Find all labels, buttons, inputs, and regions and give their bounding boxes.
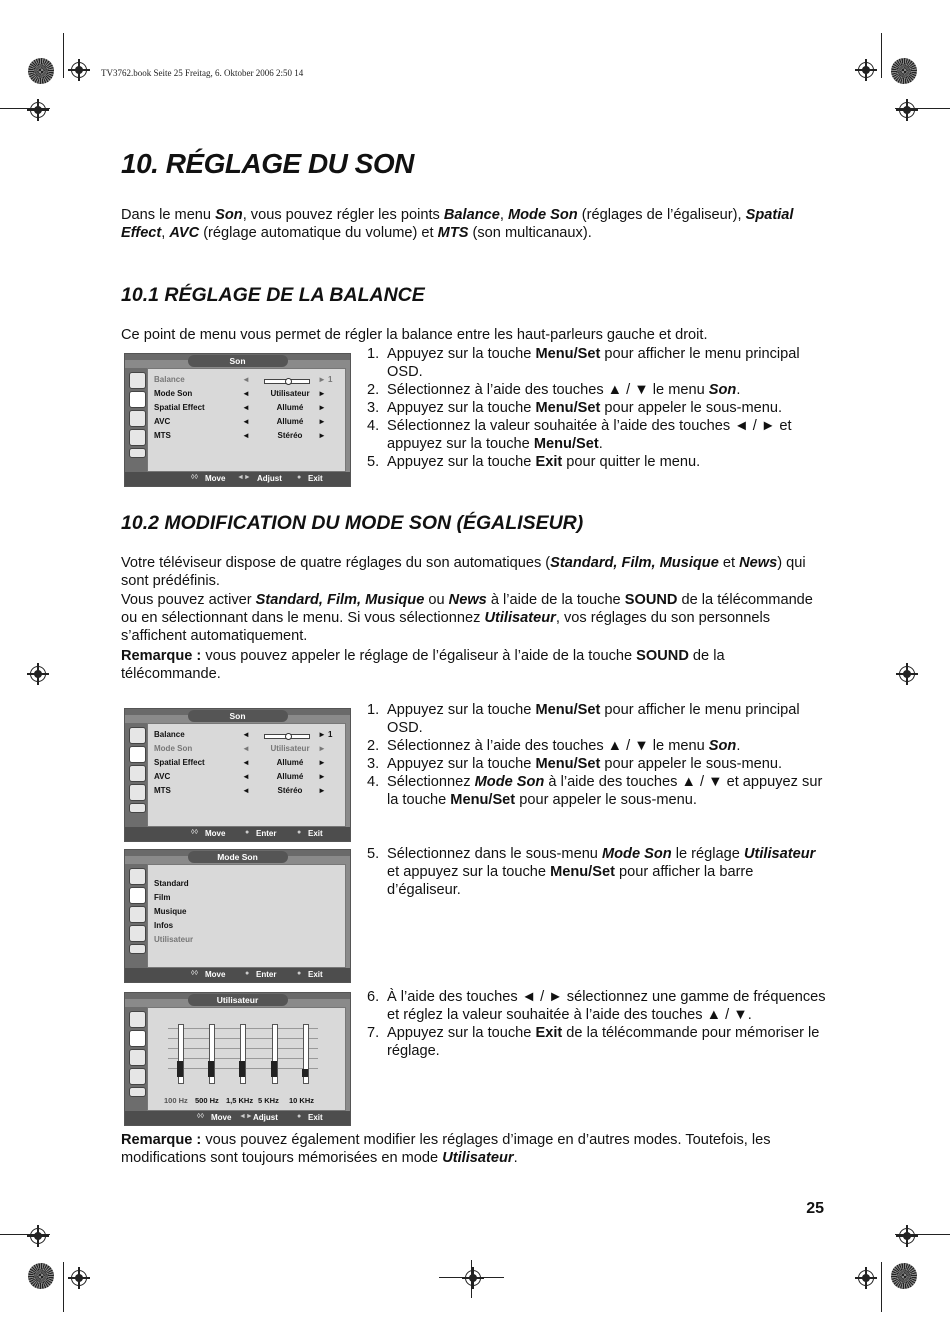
- picture-menu-icon: [129, 868, 146, 885]
- feature-menu-icon: [129, 448, 146, 458]
- balance-intro: Ce point de menu vous permet de régler la balance entre les haut-parleurs gauche et droit.: [121, 327, 708, 343]
- registration-mark-icon: [858, 1270, 874, 1286]
- color-target-icon: [891, 58, 917, 84]
- color-target-icon: [28, 58, 54, 84]
- osd-mode-son-submenu-screenshot: [124, 849, 351, 983]
- registration-mark-icon: [858, 62, 874, 78]
- text-run: vous pouvez appeler le réglage de l’égaliseur à l’aide de la touche: [201, 648, 637, 664]
- text-run: Menu/Set: [550, 864, 615, 880]
- footer-adjust: Adjust: [253, 1113, 278, 1122]
- feature-menu-icon: [129, 803, 146, 813]
- text-run: de la télécommande pour mémoriser le réglage.: [387, 1025, 820, 1059]
- osd-equalizer-screenshot: [124, 992, 351, 1126]
- text-run: Appuyez sur la touche: [387, 454, 536, 470]
- text-run: .: [736, 738, 741, 754]
- sound-menu-icon: [129, 1030, 146, 1047]
- left-arrow-icon: ◄: [242, 417, 250, 426]
- text-run: et appuyez sur la touche: [387, 864, 551, 880]
- right-arrow-icon: ►: [318, 730, 326, 739]
- setup-menu-icon: [129, 410, 146, 427]
- mode-son-option: Film: [154, 893, 171, 902]
- osd-row-label: Mode Son: [154, 389, 193, 398]
- text-run: ,: [161, 225, 170, 241]
- step-number: 5.: [367, 846, 380, 862]
- osd-menu-row: [154, 403, 339, 415]
- osd-menu-row: [154, 772, 339, 784]
- text-run: Vous pouvez activer: [121, 592, 256, 608]
- footer-adjust: Adjust: [257, 474, 282, 483]
- left-arrow-icon: ◄: [242, 786, 250, 795]
- text-run: pour appeler le sous-menu.: [600, 756, 783, 772]
- equalizer-band-label: 500 Hz: [195, 1096, 219, 1105]
- sound-menu-icon: [129, 391, 146, 408]
- color-target-icon: [28, 1263, 54, 1289]
- text-run: Remarque :: [121, 1132, 202, 1148]
- right-arrow-icon: ►: [318, 786, 326, 795]
- equalizer-panel: [147, 1007, 346, 1111]
- osd-row-value: Utilisateur: [270, 744, 310, 753]
- text-run: (réglages de l’égaliseur),: [577, 207, 746, 223]
- picture-menu-icon: [129, 1011, 146, 1028]
- equalizer-paragraph-1: [121, 554, 826, 590]
- right-arrow-icon: ►: [318, 758, 326, 767]
- osd-title: Son: [188, 710, 288, 722]
- right-arrow-icon: ►: [318, 772, 326, 781]
- equalizer-level-fill: [177, 1061, 183, 1077]
- osd-footer: ◊◊ Move ● Enter ● Exit: [125, 827, 350, 841]
- footer-exit: Exit: [308, 829, 323, 838]
- left-arrow-icon: ◄: [242, 403, 250, 412]
- page-number: 25: [806, 1200, 824, 1217]
- text-run: AVC: [169, 225, 200, 241]
- text-run: pour appeler le sous-menu.: [600, 400, 783, 416]
- intro-paragraph: [121, 206, 826, 242]
- text-run: Appuyez sur la touche: [387, 702, 536, 718]
- left-arrow-icon: ◄: [242, 431, 250, 440]
- osd-row-label: AVC: [154, 772, 171, 781]
- step-item: [367, 453, 827, 471]
- footer-exit: Exit: [308, 474, 323, 483]
- equalizer-level-fill: [271, 1061, 277, 1077]
- osd-menu-row: [154, 786, 339, 798]
- text-run: News: [739, 555, 778, 571]
- picture-menu-icon: [129, 727, 146, 744]
- osd-menu-row: [154, 417, 339, 429]
- text-run: SOUND: [636, 648, 689, 664]
- step-number: 6.: [367, 989, 380, 1005]
- text-run: Menu/Set: [535, 346, 601, 362]
- equalizer-steps-6-7: [367, 988, 827, 1060]
- step-item: [367, 1024, 827, 1060]
- footer-exit: Exit: [308, 1113, 323, 1122]
- text-run: Mode Son: [474, 774, 545, 790]
- osd-menu-row: [154, 431, 339, 443]
- right-arrow-icon: ►: [318, 375, 326, 384]
- equalizer-band-label: 5 KHz: [258, 1096, 279, 1105]
- equalizer-level-fill: [208, 1061, 214, 1077]
- registration-mark-icon: [899, 1228, 915, 1244]
- text-run: Menu/Set: [533, 436, 599, 452]
- section-title-balance: 10.1 RÉGLAGE DE LA BALANCE: [121, 284, 425, 306]
- equalizer-band-label: 10 KHz: [289, 1096, 315, 1105]
- step-number: 7.: [367, 1025, 380, 1041]
- osd-menu-row: [154, 375, 339, 387]
- osd-row-value: Stéréo: [277, 431, 303, 440]
- step-number: 1.: [367, 346, 380, 362]
- text-run: Utilisateur: [743, 846, 816, 862]
- osd-row-value: Allumé: [276, 417, 304, 426]
- text-run: Exit: [535, 454, 563, 470]
- footer-enter: Enter: [256, 970, 277, 979]
- osd-title: Mode Son: [188, 851, 288, 863]
- text-run: , vos réglages du son personnels s’affichent automatiquement.: [121, 610, 771, 644]
- step-item: [367, 737, 827, 755]
- equalizer-band-slider: [209, 1024, 215, 1084]
- text-run: Votre téléviseur dispose de quatre réglages du son automatiques (: [121, 555, 551, 571]
- text-run: pour afficher la barre d’égaliseur.: [387, 864, 754, 898]
- osd-row-number: 1: [328, 730, 333, 739]
- text-run: Sélectionnez la valeur souhaitée à l’aide des touches ◄ / ► et appuyez sur la touche: [387, 418, 792, 452]
- text-run: pour appeler le sous-menu.: [515, 792, 697, 808]
- footer-move: Move: [205, 829, 226, 838]
- picture-menu-icon: [129, 372, 146, 389]
- registration-mark-icon: [899, 102, 915, 118]
- text-run: Sélectionnez à l’aide des touches ▲ / ▼ le menu: [387, 382, 709, 398]
- text-run: vous pouvez également modifier les réglages d’image en d’autres modes. Toutefois, les modifications sont toujours mémorisées en mode: [121, 1132, 771, 1166]
- text-run: et: [718, 555, 740, 571]
- registration-mark-icon: [899, 666, 915, 682]
- right-arrow-icon: ►: [318, 417, 326, 426]
- text-run: à l’aide des touches ▲ / ▼ et appuyez sur la touche: [387, 774, 823, 808]
- left-arrow-icon: ◄: [242, 758, 250, 767]
- equalizer-step-5: [367, 845, 827, 899]
- equalizer-band-slider: [303, 1024, 309, 1084]
- osd-row-label: Mode Son: [154, 744, 193, 753]
- text-run: pour afficher le menu principal OSD.: [387, 702, 800, 736]
- mode-son-option: Standard: [154, 879, 189, 888]
- step-number: 1.: [367, 702, 380, 718]
- feature-menu-icon: [129, 1087, 146, 1097]
- text-run: News: [448, 592, 487, 608]
- timer-menu-icon: [129, 784, 146, 801]
- osd-row-value: Allumé: [276, 772, 304, 781]
- footer-move: Move: [211, 1113, 232, 1122]
- text-run: (son multicanaux).: [468, 225, 592, 241]
- osd-row-label: Spatial Effect: [154, 758, 205, 767]
- text-run: Appuyez sur la touche: [387, 400, 536, 416]
- text-run: Sélectionnez à l’aide des touches ▲ / ▼ le menu: [387, 738, 709, 754]
- equalizer-level-fill: [239, 1061, 245, 1077]
- osd-row-label: Spatial Effect: [154, 403, 205, 412]
- osd-title: Utilisateur: [188, 994, 288, 1006]
- final-remark: [121, 1131, 826, 1167]
- text-run: .: [598, 436, 603, 452]
- step-item: [367, 701, 827, 737]
- text-run: .: [736, 382, 741, 398]
- left-arrow-icon: ◄: [242, 772, 250, 781]
- text-run: de la télécommande ou en sélectionnant dans le menu. Si vous sélectionnez: [121, 592, 813, 626]
- text-run: Utilisateur: [484, 610, 556, 626]
- left-arrow-icon: ◄: [242, 389, 250, 398]
- step-item: [367, 755, 827, 773]
- osd-panel: [147, 864, 346, 968]
- step-item: [367, 345, 827, 381]
- balance-slider: [264, 379, 310, 384]
- osd-sidebar: [125, 368, 147, 472]
- text-run: Appuyez sur la touche: [387, 346, 536, 362]
- step-item: [367, 845, 827, 899]
- footer-enter: Enter: [256, 829, 277, 838]
- text-run: SOUND: [624, 592, 678, 608]
- text-run: Dans le menu: [121, 207, 216, 223]
- equalizer-remark: [121, 647, 826, 683]
- right-arrow-icon: ►: [318, 389, 326, 398]
- osd-row-value: Allumé: [276, 758, 304, 767]
- step-number: 5.: [367, 454, 380, 470]
- text-run: Spatial Effect: [121, 207, 794, 241]
- text-run: le réglage: [671, 846, 744, 862]
- text-run: (réglage automatique du volume) et: [199, 225, 438, 241]
- text-run: pour quitter le menu.: [562, 454, 701, 470]
- text-run: Balance: [443, 207, 500, 223]
- osd-footer: ◊◊ Move ◄► Adjust ● Exit: [125, 472, 350, 486]
- timer-menu-icon: [129, 925, 146, 942]
- mode-son-option: Musique: [154, 907, 187, 916]
- step-number: 4.: [367, 418, 380, 434]
- osd-footer: ◊◊ Move ◄► Adjust ● Exit: [125, 1111, 350, 1125]
- left-arrow-icon: ◄: [242, 744, 250, 753]
- text-run: Son: [215, 207, 243, 223]
- left-arrow-icon: ◄: [242, 375, 250, 384]
- footer-move: Move: [205, 970, 226, 979]
- text-run: Mode Son: [601, 846, 672, 862]
- registration-mark-icon: [465, 1270, 481, 1286]
- equalizer-band-label: 100 Hz: [164, 1096, 188, 1105]
- equalizer-level-fill: [302, 1069, 308, 1077]
- sound-menu-icon: [129, 746, 146, 763]
- equalizer-band-slider: [240, 1024, 246, 1084]
- registration-mark-icon: [30, 1228, 46, 1244]
- registration-mark-icon: [30, 102, 46, 118]
- text-run: Standard, Film, Musique: [255, 592, 425, 608]
- mode-son-option: Utilisateur: [154, 935, 194, 944]
- osd-panel: [147, 368, 346, 472]
- timer-menu-icon: [129, 429, 146, 446]
- osd-footer: ◊◊ Move ● Enter ● Exit: [125, 968, 350, 982]
- footer-move: Move: [205, 474, 226, 483]
- mode-son-option: Infos: [154, 921, 174, 930]
- osd-row-label: MTS: [154, 786, 171, 795]
- step-number: 3.: [367, 400, 380, 416]
- text-run: Exit: [535, 1025, 563, 1041]
- registration-mark-icon: [30, 666, 46, 682]
- color-target-icon: [891, 1263, 917, 1289]
- setup-menu-icon: [129, 906, 146, 923]
- balance-steps: [367, 345, 827, 471]
- osd-title: Son: [188, 355, 288, 367]
- text-run: Menu/Set: [450, 792, 516, 808]
- osd-menu-row: [154, 744, 339, 756]
- equalizer-band-slider: [178, 1024, 184, 1084]
- text-run: Menu/Set: [535, 702, 601, 718]
- setup-menu-icon: [129, 765, 146, 782]
- text-run: pour afficher le menu principal OSD.: [387, 346, 800, 380]
- text-run: .: [513, 1150, 518, 1166]
- osd-row-value: Utilisateur: [270, 389, 310, 398]
- text-run: Standard, Film, Musique: [550, 555, 719, 571]
- timer-menu-icon: [129, 1068, 146, 1085]
- step-number: 2.: [367, 738, 380, 754]
- step-number: 3.: [367, 756, 380, 772]
- text-run: À l’aide des touches ◄ / ► sélectionnez une gamme de fréquences et réglez la valeur souhaitée à l’aide des touches ▲ / ▼.: [387, 989, 826, 1023]
- text-run: , vous pouvez régler les points: [242, 207, 444, 223]
- balance-slider: [264, 734, 310, 739]
- osd-panel: [147, 723, 346, 827]
- osd-menu-row: [154, 758, 339, 770]
- step-item: [367, 381, 827, 399]
- print-header: TV3762.book Seite 25 Freitag, 6. Oktober 2006 2:50 14: [101, 68, 304, 78]
- equalizer-steps-1-4: [367, 701, 827, 809]
- text-run: Utilisateur: [442, 1150, 514, 1166]
- section-title-equalizer: 10.2 MODIFICATION DU MODE SON (ÉGALISEUR): [121, 512, 584, 534]
- equalizer-paragraph-2: [121, 591, 826, 645]
- osd-row-value: Stéréo: [277, 786, 303, 795]
- text-run: Son: [708, 382, 737, 398]
- osd-row-label: AVC: [154, 417, 171, 426]
- osd-row-label: Balance: [154, 730, 185, 739]
- text-run: à l’aide de la touche: [486, 592, 625, 608]
- text-run: Son: [708, 738, 737, 754]
- footer-exit: Exit: [308, 970, 323, 979]
- text-run: Menu/Set: [535, 756, 601, 772]
- step-item: [367, 988, 827, 1024]
- osd-row-label: Balance: [154, 375, 185, 384]
- text-run: ou: [424, 592, 449, 608]
- text-run: Mode Son: [507, 207, 578, 223]
- osd-menu-row: [154, 730, 339, 742]
- equalizer-band-slider: [272, 1024, 278, 1084]
- osd-row-number: 1: [328, 375, 333, 384]
- step-item: [367, 399, 827, 417]
- text-run: ,: [499, 207, 508, 223]
- sound-menu-icon: [129, 887, 146, 904]
- text-run: Appuyez sur la touche: [387, 1025, 536, 1041]
- text-run: ) qui sont prédéfinis.: [121, 555, 806, 589]
- text-run: Remarque :: [121, 648, 202, 664]
- osd-son-balance-screenshot: [124, 353, 351, 487]
- step-number: 2.: [367, 382, 380, 398]
- chapter-title: 10. RÉGLAGE DU SON: [121, 148, 414, 179]
- equalizer-band-label: 1,5 KHz: [226, 1096, 254, 1105]
- registration-mark-icon: [71, 62, 87, 78]
- registration-mark-icon: [71, 1270, 87, 1286]
- text-run: de la télécommande.: [121, 648, 725, 682]
- text-run: Sélectionnez dans le sous-menu: [387, 846, 602, 862]
- text-run: Sélectionnez: [387, 774, 475, 790]
- step-item: [367, 417, 827, 453]
- feature-menu-icon: [129, 944, 146, 954]
- osd-row-value: Allumé: [276, 403, 304, 412]
- text-run: MTS: [437, 225, 469, 241]
- osd-son-modeson-screenshot: [124, 708, 351, 842]
- right-arrow-icon: ►: [318, 403, 326, 412]
- right-arrow-icon: ►: [318, 431, 326, 440]
- osd-menu-row: [154, 389, 339, 401]
- osd-row-label: MTS: [154, 431, 171, 440]
- text-run: Appuyez sur la touche: [387, 756, 536, 772]
- step-number: 4.: [367, 774, 380, 790]
- right-arrow-icon: ►: [318, 744, 326, 753]
- step-item: [367, 773, 827, 809]
- text-run: Menu/Set: [535, 400, 601, 416]
- setup-menu-icon: [129, 1049, 146, 1066]
- left-arrow-icon: ◄: [242, 730, 250, 739]
